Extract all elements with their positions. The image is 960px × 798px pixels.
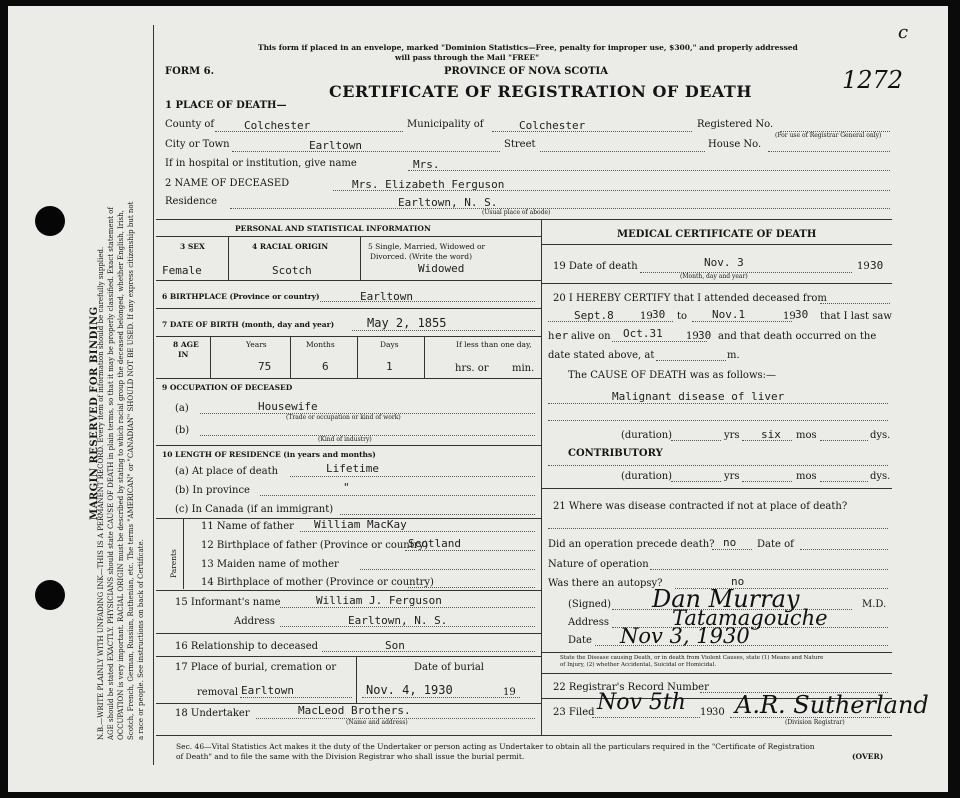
county-label: County of xyxy=(165,119,215,130)
hospital-label: If in hospital or institution, give name xyxy=(165,158,357,169)
burial-label-1: 17 Place of burial, cremation or xyxy=(175,662,337,673)
filed-label: 23 Filed xyxy=(553,707,595,718)
alive-pronoun: er xyxy=(555,329,569,342)
hospital-value: Mrs. xyxy=(413,158,440,171)
death-year: 30 xyxy=(870,259,884,272)
m-label: m. xyxy=(727,350,740,361)
footer-line-1: Sec. 46—Vital Statistics Act makes it the duty of the Undertaker or person acting as Undertaker to obtain all the particulars required in the "Certificate of Registration xyxy=(176,742,815,751)
marital-value: Widowed xyxy=(418,262,465,275)
autopsy-label: Was there an autopsy? xyxy=(548,578,663,589)
operation-value: no xyxy=(723,536,737,549)
death-19: 19 xyxy=(857,261,870,272)
occupation-value: Housewife xyxy=(258,400,318,413)
birthplace-label: 6 BIRTHPLACE (Province or country) xyxy=(162,292,320,301)
racial-label: 4 RACIAL ORIGIN xyxy=(252,242,329,251)
margin-title: MARGIN RESERVED FOR BINDING xyxy=(89,306,100,520)
physician-date-label: Date xyxy=(568,635,592,646)
dys-label-2: dys. xyxy=(870,471,891,482)
margin-border xyxy=(153,25,154,765)
death-note: (Month, day and year) xyxy=(680,273,748,280)
corner-mark: c xyxy=(898,22,909,43)
burial-place-value: Earltown xyxy=(241,684,294,697)
county-value: Colchester xyxy=(244,119,311,132)
years-value: 75 xyxy=(258,360,272,373)
mother-bp-label: 14 Birthplace of mother (Province or country) xyxy=(201,577,434,588)
death-month-day: Nov. 3 xyxy=(704,256,744,269)
occupation-a-note: (Trade or occupation or kind of work) xyxy=(286,414,401,421)
occupation-a: (a) xyxy=(175,403,189,414)
alive-date: Oct.31 xyxy=(623,327,663,340)
dys-label-1: dys. xyxy=(870,430,891,441)
street-label: Street xyxy=(504,139,536,150)
from-year: 30 xyxy=(652,308,666,321)
death-date-label: 19 Date of death xyxy=(553,261,638,272)
residence-label: Residence xyxy=(165,196,218,207)
informant-value: William J. Ferguson xyxy=(316,594,442,607)
state-note-2: of Injury, (2) whether Accidental, Suicidal or Homicidal. xyxy=(560,662,717,668)
to-label: to xyxy=(677,311,688,322)
filed-date: Nov 5th xyxy=(597,690,686,715)
to-date: Nov.1 xyxy=(712,308,746,321)
undertaker-note: (Name and address) xyxy=(346,719,408,726)
years-label: Years xyxy=(246,340,267,349)
occupation-b: (b) xyxy=(175,425,190,436)
date-above-label: date stated above, at xyxy=(548,350,655,361)
informant-address-label: Address xyxy=(234,616,275,627)
registrar-use-note: (For use of Registrar General only) xyxy=(775,132,882,139)
nature-label: Nature of operation xyxy=(548,559,649,570)
from-19: 19 xyxy=(640,311,653,322)
burial-19: 19 xyxy=(503,687,516,698)
municipality-value: Colchester xyxy=(519,119,586,132)
envelope-note-2: will pass through the Mail "FREE" xyxy=(395,53,539,62)
res-a-value: Lifetime xyxy=(326,462,379,475)
registrar-signature: A.R. Sutherland xyxy=(735,691,929,719)
deceased-name-label: 2 NAME OF DECEASED xyxy=(165,178,290,189)
lessday-label-1: If less than one day, xyxy=(456,340,532,349)
from-date: Sept.8 xyxy=(574,309,614,322)
father-value: William MacKay xyxy=(314,518,407,531)
footer-line-2: of Death" and to file the same with the Division Registrar who shall issue the burial permit. xyxy=(176,752,525,761)
res-b-value: " xyxy=(343,481,350,494)
binding-hole-top xyxy=(35,206,65,236)
city-value: Earltown xyxy=(309,139,362,152)
record-number-label: 22 Registrar's Record Number xyxy=(553,682,709,693)
marital-label-1: 5 Single, Married, Widowed or xyxy=(368,242,486,251)
certify-label: 20 I HEREBY CERTIFY that I attended deceased from xyxy=(553,293,827,304)
undertaker-value: MacLeod Brothers. xyxy=(298,704,411,717)
certificate-title: CERTIFICATE OF REGISTRATION OF DEATH xyxy=(329,82,752,101)
days-value: 1 xyxy=(386,360,393,373)
abode-note: (Usual place of abode) xyxy=(482,209,551,216)
burial-date-value: Nov. 4, 1930 xyxy=(366,683,453,697)
residence-length-label: 10 LENGTH OF RESIDENCE (in years and months) xyxy=(162,450,376,459)
relationship-value: Son xyxy=(385,639,405,652)
record-number-handwritten: 1272 xyxy=(842,66,904,94)
informant-label: 15 Informant's name xyxy=(175,597,281,608)
contracted-label: 21 Where was disease contracted if not at place of death? xyxy=(553,501,848,512)
form-number: FORM 6. xyxy=(165,66,215,77)
to-19: 19 xyxy=(783,311,796,322)
filed-year: 30 xyxy=(712,707,725,718)
last-saw-label: that I last saw xyxy=(820,311,892,322)
deceased-name-value: Mrs. Elizabeth Ferguson xyxy=(352,178,505,191)
months-value: 6 xyxy=(322,360,329,373)
physician-date-value: Nov 3, 1930 xyxy=(620,624,750,648)
alive-on-label: alive on xyxy=(571,331,611,342)
age-label-1: 8 AGE xyxy=(173,340,199,349)
house-label: House No. xyxy=(708,139,762,150)
division-registrar-note: (Division Registrar) xyxy=(785,719,845,726)
death-occurred-label: and that death occurred on the xyxy=(718,331,877,342)
duration-months-value: six xyxy=(761,428,781,441)
dob-label: 7 DATE OF BIRTH (month, day and year) xyxy=(162,320,335,329)
residence-value: Earltown, N. S. xyxy=(398,196,498,209)
province: PROVINCE OF NOVA SCOTIA xyxy=(444,66,608,77)
dob-value: May 2, 1855 xyxy=(367,316,447,330)
res-c-label: (c) In Canada (if an immigrant) xyxy=(175,504,334,515)
duration-label-1: (duration) xyxy=(621,430,673,441)
alive-year: 30 xyxy=(698,329,712,342)
birthplace-value: Earltown xyxy=(360,290,413,303)
lessday-label-3: min. xyxy=(512,363,535,374)
municipality-label: Municipality of xyxy=(407,119,484,130)
yrs-label-2: yrs xyxy=(724,471,740,482)
physician-address-label: Address xyxy=(568,617,609,628)
filed-19: 19 xyxy=(700,707,713,718)
mos-label-2: mos xyxy=(796,471,817,482)
racial-value: Scotch xyxy=(272,264,312,277)
sex-label: 3 SEX xyxy=(180,242,205,251)
mos-label-1: mos xyxy=(796,430,817,441)
res-a-label: (a) At place of death xyxy=(175,466,279,477)
yrs-label-1: yrs xyxy=(724,430,740,441)
sex-value: Female xyxy=(162,264,202,277)
cause-value: Malignant disease of liver xyxy=(612,390,785,403)
burial-date-label: Date of burial xyxy=(414,662,484,673)
marital-label-2: Divorced. (Write the word) xyxy=(370,252,472,261)
months-label: Months xyxy=(306,340,335,349)
cause-label: The CAUSE OF DEATH was as follows:— xyxy=(568,370,777,381)
city-label: City or Town xyxy=(165,139,230,150)
undertaker-label: 18 Undertaker xyxy=(175,708,250,719)
alive-label: h xyxy=(548,331,555,342)
lessday-label-2: hrs. or xyxy=(455,363,489,374)
mother-label: 13 Maiden name of mother xyxy=(201,559,339,570)
binding-hole-bottom xyxy=(35,580,65,610)
occupation-b-note: (Kind of industry) xyxy=(318,436,372,443)
envelope-note: This form if placed in an envelope, marked "Dominion Statistics—Free, penalty for improper use, $300," and properly addressed xyxy=(258,43,798,52)
age-label-2: IN xyxy=(178,350,189,359)
relationship-label: 16 Relationship to deceased xyxy=(175,641,319,652)
duration-label-2: (duration) xyxy=(621,471,673,482)
days-label: Days xyxy=(380,340,399,349)
parents-label: Parents xyxy=(169,549,178,578)
operation-label: Did an operation precede death? xyxy=(548,539,715,550)
autopsy-value: no xyxy=(731,575,745,588)
registered-label: Registered No. xyxy=(697,119,774,130)
res-b-label: (b) In province xyxy=(175,485,250,496)
state-note-1: State the Disease causing Death, or in death from Violent Causes, state (1) Means and Nature xyxy=(560,655,824,661)
to-year: 30 xyxy=(795,308,809,321)
father-bp-value: Scotland xyxy=(408,537,461,550)
alive-19: 19 xyxy=(686,331,699,342)
place-heading: 1 PLACE OF DEATH— xyxy=(165,100,287,111)
father-bp-label: 12 Birthplace of father (Province or country) xyxy=(201,540,429,551)
father-label: 11 Name of father xyxy=(201,521,294,532)
md-label: M.D. xyxy=(862,599,887,610)
date-of-label: Date of xyxy=(757,539,794,550)
physician-signature: Dan Murray xyxy=(652,585,800,613)
medical-heading: MEDICAL CERTIFICATE OF DEATH xyxy=(617,229,817,240)
physician-address-value: Tatamagouche xyxy=(672,606,828,630)
occupation-label: 9 OCCUPATION OF DECEASED xyxy=(162,383,293,392)
footer-over: (OVER) xyxy=(852,752,884,761)
informant-address-value: Earltown, N. S. xyxy=(348,614,448,627)
contributory-label: CONTRIBUTORY xyxy=(568,448,663,459)
burial-label-2: removal xyxy=(197,687,239,698)
personal-heading: PERSONAL AND STATISTICAL INFORMATION xyxy=(235,224,431,233)
signed-label: (Signed) xyxy=(568,599,612,610)
